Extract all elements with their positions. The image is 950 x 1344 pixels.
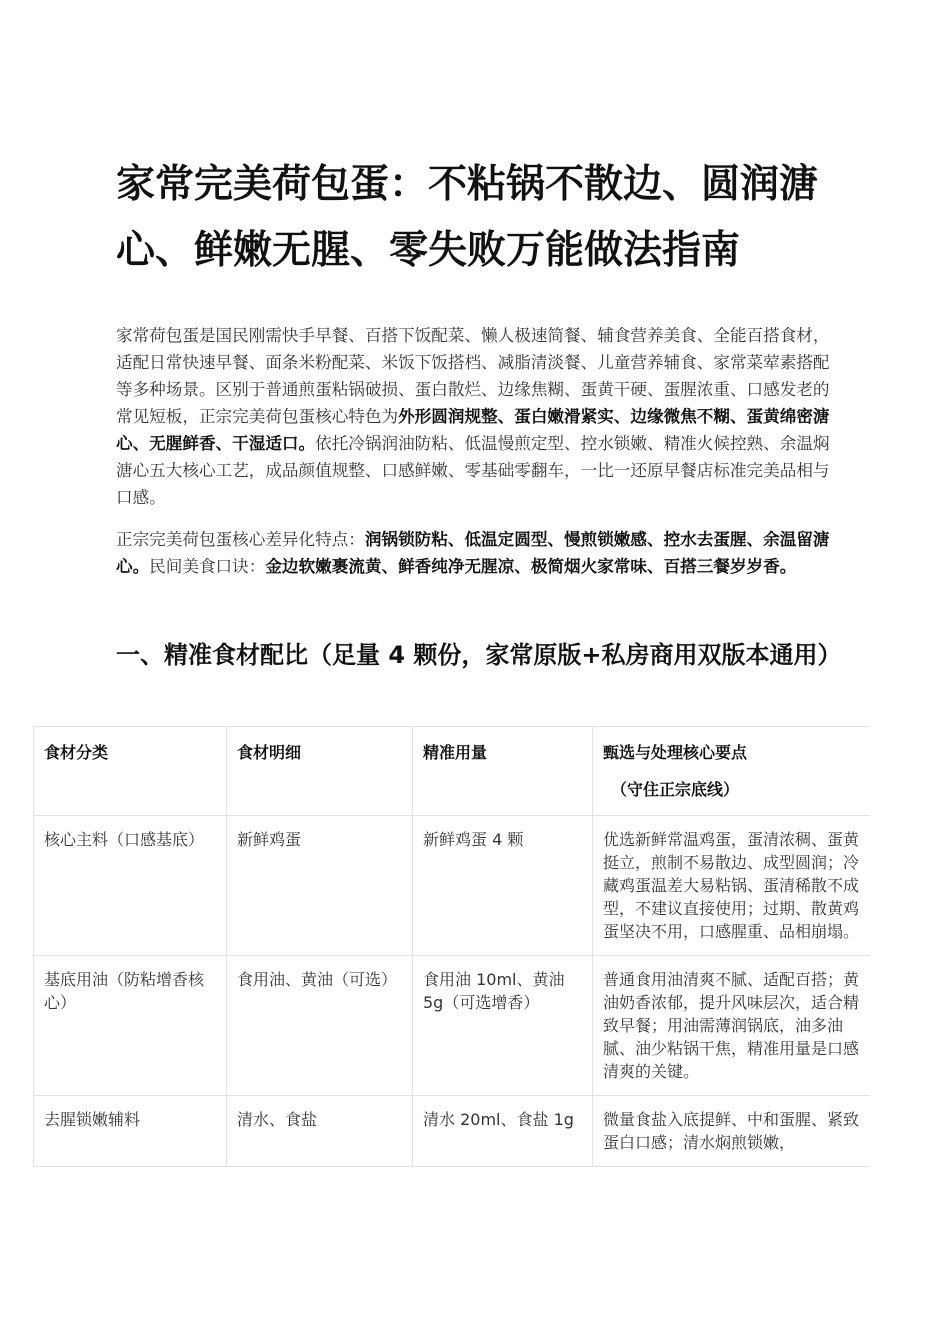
header-tips [593, 727, 871, 816]
ingredients-table [33, 726, 870, 1167]
intro-highlight: 外形圆润规整、蛋白嫩滑紧实、边缘微焦不糊、蛋黄绵密溏心、无腥鲜香、干湿适口。 [116, 407, 830, 453]
table-row [34, 1096, 871, 1167]
table-header-row [34, 727, 871, 816]
table-row [34, 956, 871, 1096]
cell-detail: 清水、食盐 [227, 1096, 413, 1167]
features-label: 正宗完美荷包蛋核心差异化特点： [116, 530, 365, 549]
intro-text-1: 家常荷包蛋是国民刚需快手早餐、百搭下饭配菜、懒人极速简餐、辅食营养美食、全能百搭食材，适配日常快速早餐、面条米粉配菜、米饭下饭搭档、减脂清淡餐、儿童营养辅食、家常菜荤素搭配等多种场景。区别于普通煎蛋粘锅破损、蛋白散烂、边缘焦糊、蛋黄干硬、蛋腥浓重、口感发老的常见短板，正宗完美荷包蛋核心特色为 [116, 326, 830, 426]
cell-detail: 食用油、黄油（可选） [227, 956, 413, 1096]
cell-tips: 普通食用油清爽不腻、适配百搭；黄油奶香浓郁，提升风味层次，适合精致早餐；用油需薄润锅底，油多油腻、油少粘锅干焦，精准用量是口感清爽的关键。 [593, 956, 871, 1096]
page-title: 家常完美荷包蛋：不粘锅不散边、圆润溏心、鲜嫩无腥、零失败万能做法指南 [116, 162, 819, 273]
cell-category: 核心主料（口感基底） [34, 816, 227, 956]
cell-category: 基底用油（防粘增香核心） [34, 956, 227, 1096]
intro-paragraph [116, 322, 846, 511]
cell-category: 去腥锁嫩辅料 [34, 1096, 227, 1167]
section-heading-ingredients: 一、精准食材配比（足量 4 颗份，家常原版+私房商用双版本通用） [116, 641, 842, 669]
cell-tips: 优选新鲜常温鸡蛋，蛋清浓稠、蛋黄挺立，煎制不易散边、成型圆润；冷藏鸡蛋温差大易粘锅、蛋清稀散不成型，不建议直接使用；过期、散黄鸡蛋坚决不用，口感腥重、品相崩塌。 [593, 816, 871, 956]
cell-tips: 微量食盐入底提鲜、中和蛋腥、紧致蛋白口感；清水焖煎锁嫩， [593, 1096, 871, 1167]
cell-amount: 食用油 10ml、黄油 5g（可选增香） [413, 956, 593, 1096]
cell-detail: 新鲜鸡蛋 [227, 816, 413, 956]
features-highlight-2: 金边软嫩裹流黄、鲜香纯净无腥凉、极简烟火家常味、百搭三餐岁岁香。 [265, 557, 797, 576]
cell-amount: 新鲜鸡蛋 4 颗 [413, 816, 593, 956]
ingredients-table-container [33, 726, 870, 1207]
header-amount: 精准用量 [413, 727, 593, 816]
intro-text-2: 依托冷锅润油防粘、低温慢煎定型、控水锁嫩、精准火候控熟、余温焖溏心五大核心工艺，成品颜值规整、口感鲜嫩、零基础零翻车，一比一还原早餐店标准完美品相与口感。 [116, 434, 830, 507]
features-paragraph [116, 526, 846, 580]
header-tips-sub: （守住正宗底线） [611, 780, 740, 799]
features-highlight-1: 润锅锁防粘、低温定圆型、慢煎锁嫩感、控水去蛋腥、余温留溏心。 [116, 530, 830, 576]
header-category: 食材分类 [34, 727, 227, 816]
header-detail: 食材明细 [227, 727, 413, 816]
header-tips-main: 甄选与处理核心要点 [603, 743, 748, 762]
cell-amount: 清水 20ml、食盐 1g [413, 1096, 593, 1167]
table-row [34, 816, 871, 956]
features-mid-label: 民间美食口诀： [149, 557, 266, 576]
